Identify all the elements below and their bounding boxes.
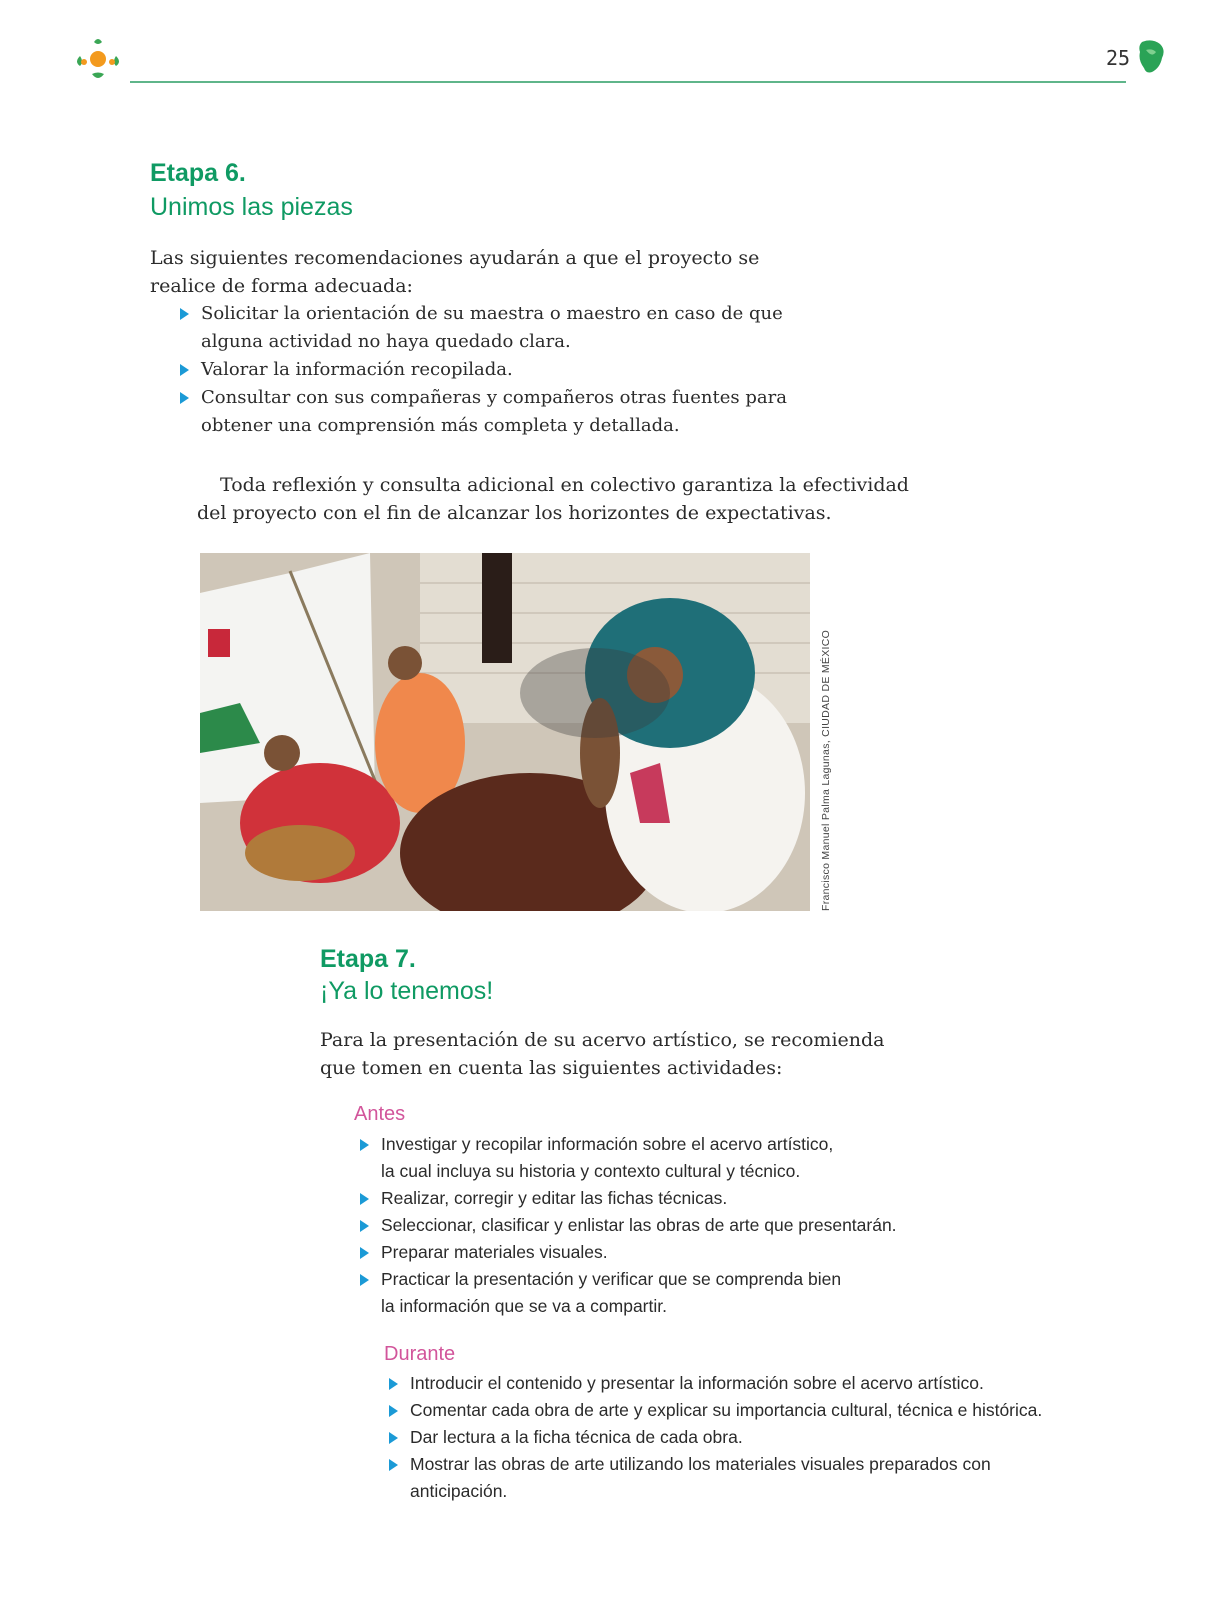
- stage-6-label: Etapa 6.: [150, 159, 246, 187]
- photo-credit: Francisco Manuel Palma Lagunas, CIUDAD DE MÉXICO: [820, 629, 832, 911]
- list-item: Introducir el contenido y presentar la información sobre el acervo artístico.: [385, 1370, 1175, 1397]
- intro-line: que tomen en cuenta las siguientes actividades:: [320, 1057, 783, 1079]
- list-item: Mostrar las obras de arte utilizando los materiales visuales preparados con anticipación.: [385, 1451, 1175, 1505]
- stage-6-bullets: [176, 300, 876, 440]
- bullet-icon: [360, 1193, 369, 1205]
- during-heading: Durante: [384, 1343, 456, 1365]
- bullet-icon: [180, 392, 189, 404]
- bullet-icon: [180, 364, 189, 376]
- closing-line: Toda reflexión y consulta adicional en colectivo garantiza la efectividad: [220, 474, 909, 496]
- bullet-icon: [389, 1378, 398, 1390]
- list-item: Dar lectura a la ficha técnica de cada obra.: [385, 1424, 1175, 1451]
- stage-7-title: ¡Ya lo tenemos!: [320, 977, 494, 1005]
- bullet-icon: [360, 1220, 369, 1232]
- stage-7-intro: [320, 1026, 960, 1082]
- bullet-icon: [360, 1247, 369, 1259]
- green-blob-icon: [1136, 38, 1166, 74]
- intro-line: Las siguientes recomendaciones ayudarán a que el proyecto se: [150, 247, 760, 269]
- before-heading: Antes: [354, 1103, 406, 1125]
- bullet-icon: [389, 1459, 398, 1471]
- bullet-icon: [389, 1432, 398, 1444]
- musicians-photo: [200, 553, 810, 911]
- during-bullets: [385, 1370, 1175, 1505]
- list-item: Consultar con sus compañeras y compañeros otras fuentes para obtener una comprensión más completa y detallada.: [176, 384, 876, 440]
- flower-logo-icon: [72, 34, 124, 84]
- list-item: Valorar la información recopilada.: [176, 356, 876, 384]
- list-item: Seleccionar, clasificar y enlistar las obras de arte que presentarán.: [356, 1212, 1116, 1239]
- before-bullets: [356, 1131, 1116, 1320]
- bullet-icon: [360, 1274, 369, 1286]
- intro-line: realice de forma adecuada:: [150, 275, 413, 297]
- stage-6-closing: [197, 471, 937, 527]
- intro-line: Para la presentación de su acervo artístico, se recomienda: [320, 1029, 885, 1051]
- list-item: Realizar, corregir y editar las fichas técnicas.: [356, 1185, 1116, 1212]
- list-item: Solicitar la orientación de su maestra o maestro en caso de que alguna actividad no haya quedado clara.: [176, 300, 876, 356]
- page-number: 25: [1106, 46, 1131, 70]
- bullet-icon: [389, 1405, 398, 1417]
- stage-6-intro: [150, 244, 850, 300]
- bullet-icon: [180, 308, 189, 320]
- stage-7-label: Etapa 7.: [320, 945, 416, 973]
- list-item: Investigar y recopilar información sobre el acervo artístico, la cual incluya su historia y contexto cultural y técnico.: [356, 1131, 1116, 1185]
- list-item: Practicar la presentación y verificar que se comprenda bien la información que se va a compartir.: [356, 1266, 1116, 1320]
- header-rule: [130, 81, 1126, 83]
- bullet-icon: [360, 1139, 369, 1151]
- list-item: Comentar cada obra de arte y explicar su importancia cultural, técnica e histórica.: [385, 1397, 1175, 1424]
- list-item: Preparar materiales visuales.: [356, 1239, 1116, 1266]
- stage-6-title: Unimos las piezas: [150, 193, 353, 221]
- closing-line: del proyecto con el fin de alcanzar los horizontes de expectativas.: [197, 502, 832, 524]
